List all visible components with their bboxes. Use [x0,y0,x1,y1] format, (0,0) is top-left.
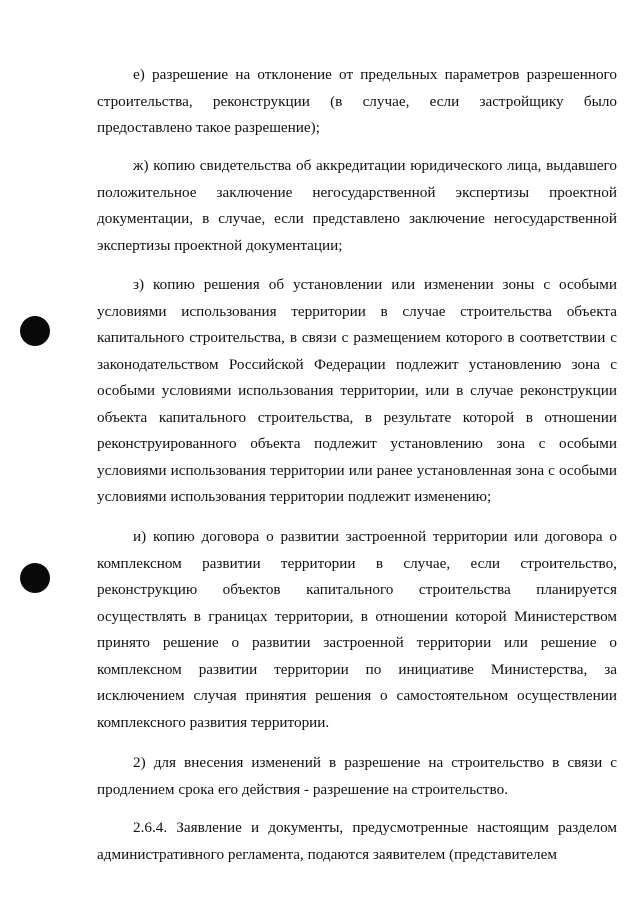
paragraph-2-6-4: 2.6.4. Заявление и документы, предусмотренные настоящим разделом административного регламента, подаются заявителем (представителем [97,819,617,863]
paragraph-z: з) копию решения об установлении или изменении зоны с особыми условиями использования территории в случае строительства объекта капитального строительства, в связи с размещением которого в соответствии с законодательством Российской Федерации подлежит установлению зона с особыми условиями использования территории, или в случае реконструкции объекта капитального строительства, в результате которой в отношении реконструированного объекта подлежит установлению зона с особыми условиями использования территории или ранее установленная зона с особыми условиями использования территории подлежит изменению; [97,276,617,505]
paragraph-e: е) разрешение на отклонение от предельных параметров разрешенного строительства, реконструкции (в случае, если застройщику было предоставлено такое разрешение); [97,66,617,136]
punch-hole-icon [20,316,50,346]
paragraph-zh: ж) копию свидетельства об аккредитации юридического лица, выдавшего положительное заключение негосударственной экспертизы проектной документации, в случае, если представлено заключение негосударственной экспертизы проектной документации; [97,157,617,254]
paragraph-i: и) копию договора о развитии застроенной территории или договора о комплексном развитии территории в случае, если строительство, реконструкцию объектов капитального строительства планируется осуществлять в границах территории, в отношении которой Министерством принято решение о развитии застроенной территории или решение о комплексном развитии территории по инициативе Министерства, за исключением случая принятия решения о самостоятельном осуществлении комплексного развития территории. [97,528,617,731]
paragraph-item-2: 2) для внесения изменений в разрешение на строительство в связи с продлением срока его действия - разрешение на строительство. [97,754,617,798]
punch-hole-icon [20,563,50,593]
